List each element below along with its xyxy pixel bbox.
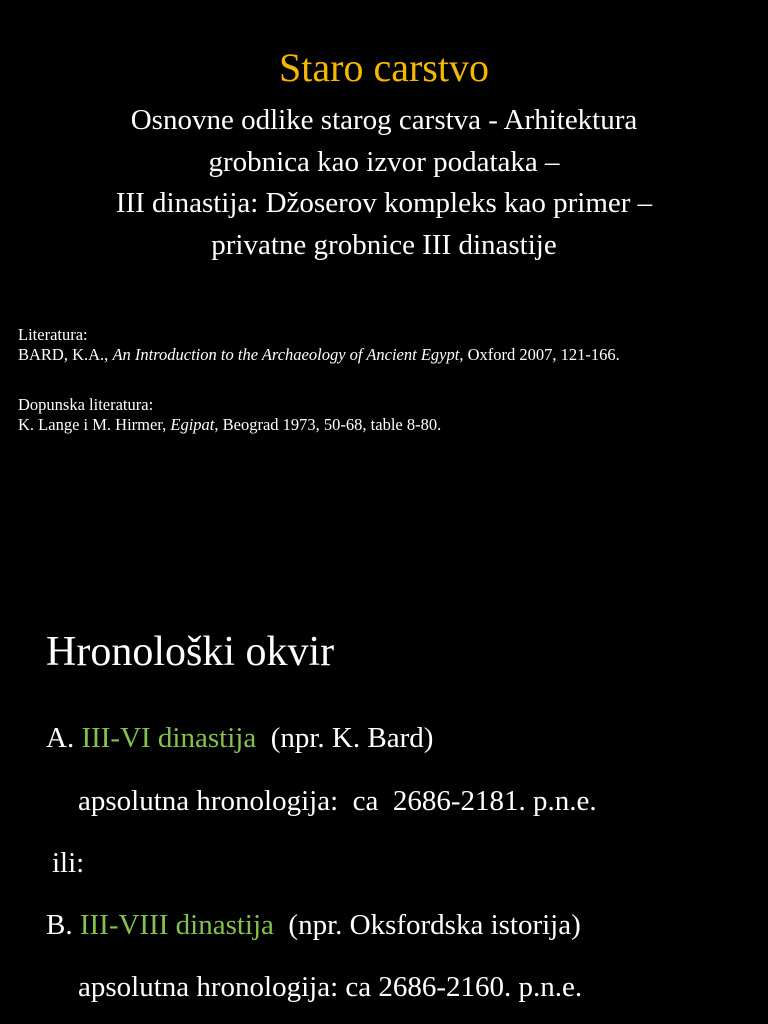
subtitle-line-2: grobnica kao izvor podataka – xyxy=(208,145,560,178)
literature-section xyxy=(18,325,748,435)
option-b xyxy=(46,905,581,945)
option-a-dynasties: III-VI dinastija xyxy=(81,722,257,754)
literature-heading: Literatura: xyxy=(18,325,88,344)
slide-title: Staro carstvo xyxy=(279,45,489,90)
option-a xyxy=(46,718,433,758)
literature-publication: , Oxford 2007, 121-166. xyxy=(459,345,620,364)
literature-book-title: An Introduction to the Archaeology of Ancient Egypt xyxy=(112,345,460,364)
option-a-letter: A. xyxy=(46,722,82,754)
spacer xyxy=(18,365,748,395)
chronology-heading: Hronološki okvir xyxy=(46,629,335,675)
slide-subtitle xyxy=(20,100,748,266)
subtitle-line-1: Osnovne odlike starog carstva - Arhitektura xyxy=(130,104,638,136)
or-label: ili: xyxy=(52,847,85,879)
subtitle-line-3: III dinastija: Džoserov kompleks kao primer – xyxy=(115,187,653,219)
option-a-source: (npr. K. Bard) xyxy=(256,722,434,754)
option-a-chronology: apsolutna hronologija: ca 2686-2181. p.n.e. xyxy=(78,785,597,817)
literature-author: BARD, K.A., xyxy=(18,345,113,364)
extra-literature-publication: , Beograd 1973, 50-68, table 8-80. xyxy=(214,415,442,434)
option-b-chronology: apsolutna hronologija: ca 2686-2160. p.n.e. xyxy=(78,971,583,1003)
extra-literature-entry xyxy=(18,415,748,435)
option-b-source: (npr. Oksfordska istorija) xyxy=(273,909,581,941)
extra-literature-author: K. Lange i M. Hirmer, xyxy=(18,415,171,434)
subtitle-line-4: privatne grobnice III dinastije xyxy=(211,228,557,261)
literature-entry xyxy=(18,345,748,365)
extra-literature-book-title: Egipat xyxy=(170,415,215,434)
option-b-dynasties: III-VIII dinastija xyxy=(79,909,274,941)
option-b-letter: B. xyxy=(46,909,80,941)
extra-literature-heading: Dopunska literatura: xyxy=(18,395,154,414)
